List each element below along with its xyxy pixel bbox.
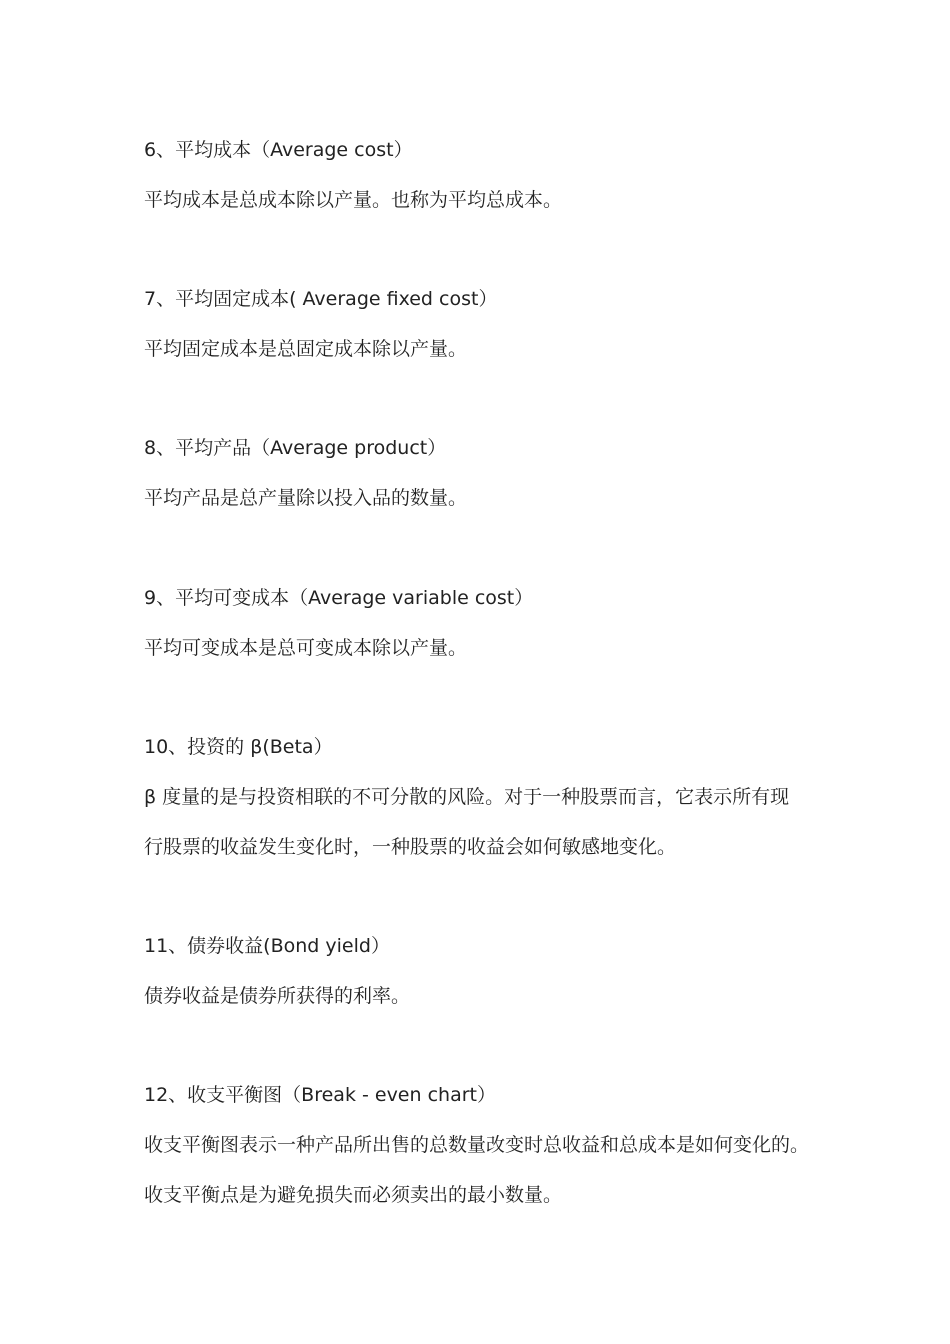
section-text-12-line-2: 收支平衡点是为避免损失而必须卖出的最小数量。 — [144, 1184, 563, 1206]
section-heading-9: 9、平均可变成本（Average variable cost） — [144, 587, 534, 609]
section-heading-6: 6、平均成本（Average cost） — [144, 139, 413, 161]
section-heading-8: 8、平均产品（Average product） — [144, 437, 447, 459]
section-text-6: 平均成本是总成本除以产量。也称为平均总成本。 — [144, 189, 563, 211]
section-heading-11: 11、债券收益(Bond yield） — [144, 935, 390, 957]
section-heading-7: 7、平均固定成本( Average fixed cost） — [144, 288, 498, 310]
section-text-10-line-1: β 度量的是与投资相联的不可分散的风险。对于一种股票而言，它表示所有现 — [144, 786, 790, 808]
section-text-9: 平均可变成本是总可变成本除以产量。 — [144, 637, 468, 659]
section-text-12-line-1: 收支平衡图表示一种产品所出售的总数量改变时总收益和总成本是如何变化的。 — [144, 1134, 810, 1156]
section-heading-12: 12、收支平衡图（Break - even chart） — [144, 1084, 496, 1106]
section-heading-10: 10、投资的 β(Beta） — [144, 736, 333, 758]
section-text-10-line-2: 行股票的收益发生变化时，一种股票的收益会如何敏感地变化。 — [144, 836, 677, 858]
section-text-11: 债券收益是债券所获得的利率。 — [144, 985, 411, 1007]
section-text-8: 平均产品是总产量除以投入品的数量。 — [144, 487, 468, 509]
section-text-7: 平均固定成本是总固定成本除以产量。 — [144, 338, 468, 360]
